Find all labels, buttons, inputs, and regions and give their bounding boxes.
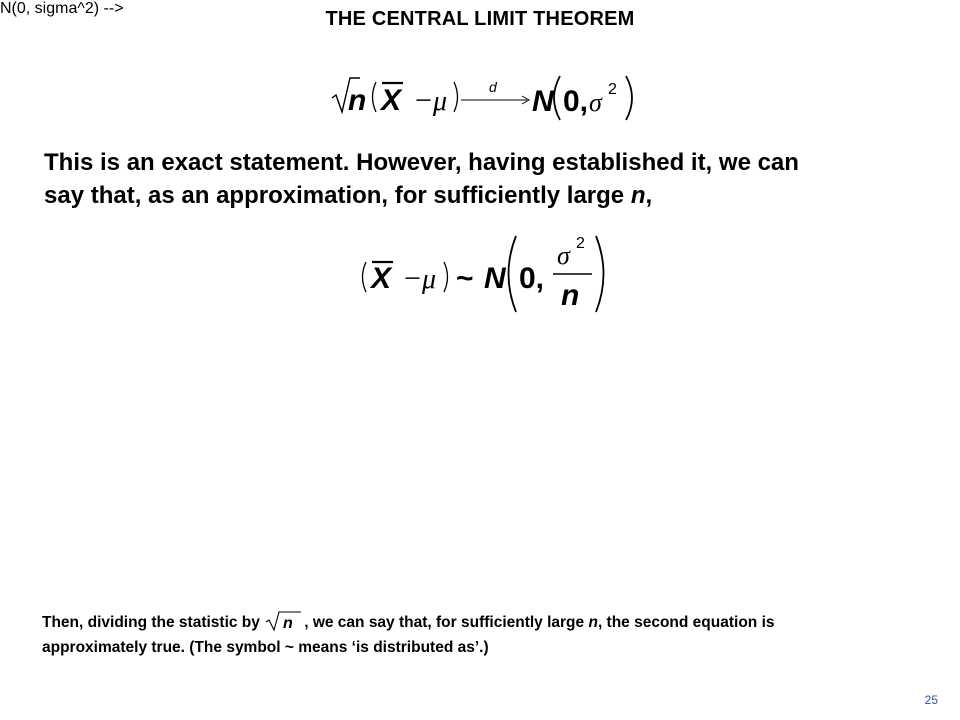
eq2-big-left-paren bbox=[509, 236, 517, 312]
eq1-mu: μ bbox=[433, 86, 448, 117]
eq2-big-right-paren bbox=[596, 236, 604, 312]
eq2-right-paren bbox=[444, 262, 448, 292]
eq2-mu: μ bbox=[422, 264, 437, 295]
explanation-line-2 bbox=[44, 179, 924, 212]
eq1-n: n bbox=[348, 84, 367, 117]
explanation-paragraph bbox=[44, 146, 924, 212]
eq1-left-paren bbox=[373, 82, 377, 112]
eq2-sigma: σ bbox=[557, 241, 570, 270]
eq1-arrow-label: d bbox=[489, 79, 497, 95]
eq1-big-right-paren bbox=[626, 76, 632, 120]
equation-approximation bbox=[356, 230, 616, 318]
slide-title: THE CENTRAL LIMIT THEOREM bbox=[325, 8, 635, 30]
eq2-tilde: ~ bbox=[456, 262, 474, 295]
footnote-line-1 bbox=[42, 610, 922, 635]
eq2-xbar: X bbox=[371, 262, 392, 295]
eq1-right-paren bbox=[454, 82, 458, 112]
inline-sqrt-n bbox=[265, 610, 303, 632]
explanation-line-1: This is an exact statement. However, having established it, we can bbox=[44, 149, 799, 176]
eq1-zero: 0, bbox=[563, 85, 589, 118]
eq2-zero: 0, bbox=[519, 262, 545, 295]
eq1-sigma: σ bbox=[589, 88, 602, 117]
eq2-minus: − bbox=[404, 262, 421, 295]
footnote bbox=[42, 610, 922, 660]
explanation-italic-n: n bbox=[630, 182, 646, 209]
eq2-left-paren bbox=[363, 262, 367, 292]
explanation-comma: , bbox=[645, 182, 653, 209]
eq1-exp: 2 bbox=[608, 81, 617, 98]
eq2-denominator: n bbox=[561, 279, 580, 312]
eq2-exp: 2 bbox=[576, 235, 585, 252]
eq2-N: N bbox=[484, 262, 506, 295]
eq1-xbar: X bbox=[381, 84, 402, 117]
eq1-big-left-paren bbox=[554, 76, 560, 120]
eq1-minus: − bbox=[415, 84, 432, 117]
inline-sqrt-n-text: n bbox=[283, 615, 293, 632]
footnote-text-1: Then, dividing the statistic by bbox=[42, 614, 265, 631]
footnote-text-2: , we can say that, for sufficiently large bbox=[304, 614, 589, 631]
equation-convergence bbox=[330, 68, 650, 130]
eq1-N: N bbox=[532, 85, 554, 118]
footnote-line-2: approximately true. (The symbol ~ means ‘is distributed as’.) bbox=[42, 639, 489, 656]
footnote-text-3: , the second equation is bbox=[597, 614, 775, 631]
page-number: 25 bbox=[924, 693, 938, 707]
explanation-line-2-text: say that, as an approximation, for sufficiently large bbox=[44, 182, 631, 209]
footnote-italic-n: n bbox=[588, 614, 598, 631]
